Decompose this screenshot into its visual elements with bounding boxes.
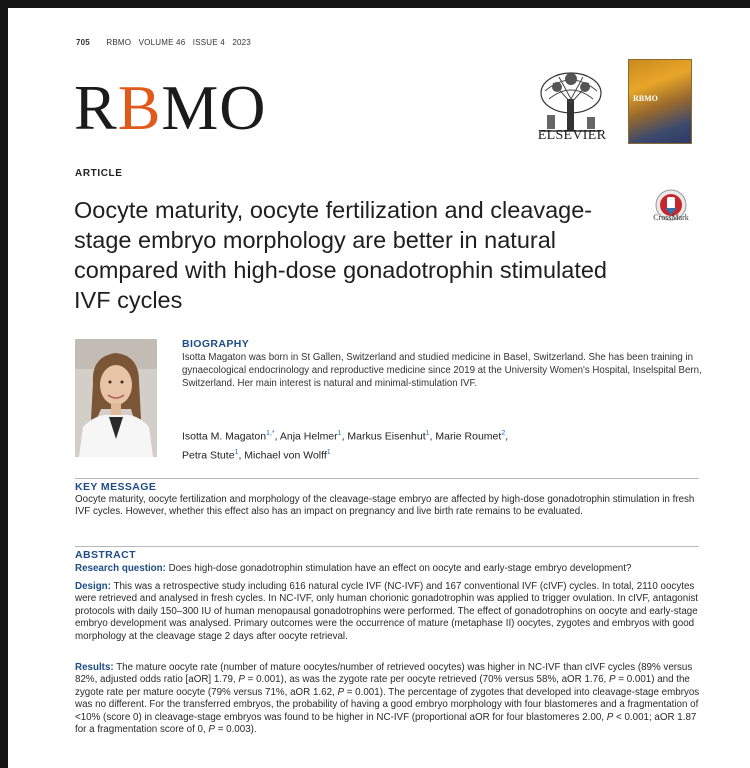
- research-question-text: Does high-dose gonadotrophin stimulation have an effect on oocyte and early-stage embryo development?: [168, 563, 632, 574]
- results-label: Results:: [75, 662, 114, 673]
- author-name: Anja Helmer: [279, 430, 338, 443]
- results-text: = 0.001). The percentage of zygotes that developed into cleavage-stage embryos was no different. For the transferred embryos, the probability of having a good embryo morphology with four blastomeres and a fragmentation of <10% (score 0) in cleavage-stage embryos was found to be higher in NC-IVF (proportional aOR for four blastomeres 2.00,: [75, 686, 700, 723]
- issue: ISSUE 4: [192, 38, 225, 47]
- author-photo: [75, 339, 157, 457]
- journal-cover-image: [628, 59, 692, 144]
- author-affiliation[interactable]: 1: [326, 448, 331, 456]
- design-text: This was a retrospective study including 616 natural cycle IVF (NC-IVF) and 167 conventional IVF (cIVF) cycles. In total, 2110 oocytes were retrieved and analysed in fresh cycles. In NC-IVF, only human chorionic gonadotrophin was applied to trigger ovulation. In cIVF, antagonist protocols with daily 150–300 IU of human menopausal gonadotrophins were performed. The effect of gonadotrophins on oocyte and early-stage embryo development was analysed. Primary outcomes were the occurrence of mature (metaphase II) oocytes, zygotes and embryos with good morphology at the cleavage stage 2 days after oocyte retrieval.: [75, 581, 698, 642]
- author-name: Markus Eisenhut: [347, 430, 426, 443]
- section-divider: [75, 546, 699, 547]
- article-title: Oocyte maturity, oocyte fertilization and cleavage-stage embryo morphology are better in natural compared with high-dose gonadotrophin stimulated IVF cycles: [74, 197, 607, 313]
- volume: VOLUME 46: [138, 38, 186, 47]
- author-affiliation[interactable]: 1,*: [266, 430, 275, 437]
- p-symbol: P: [337, 686, 345, 698]
- p-symbol: P: [606, 711, 614, 723]
- author-affiliation[interactable]: 1: [234, 448, 239, 456]
- author-affiliation[interactable]: 1: [337, 430, 342, 437]
- p-symbol: P: [608, 674, 616, 686]
- key-message-heading: KEY MESSAGE: [75, 481, 157, 493]
- author-name: Marie Roumet: [435, 430, 502, 443]
- author-affiliation[interactable]: 2: [501, 430, 506, 437]
- abstract-heading: ABSTRACT: [75, 549, 136, 561]
- crossmark-label[interactable]: CrossMark: [653, 213, 689, 222]
- crossmark-icon[interactable]: [654, 180, 688, 230]
- article-page: [8, 8, 750, 768]
- design-label: Design:: [75, 581, 111, 592]
- journal-abbrev: RBMO: [106, 38, 132, 47]
- research-question-label: Research question:: [75, 563, 166, 574]
- section-divider: [75, 478, 699, 479]
- results-text: = 0.001) and the zygote rate per mature oocyte (79% versus 71%, aOR 1.62,: [75, 674, 690, 698]
- cover-logo: RBMO: [633, 94, 658, 103]
- results-text: = 0.003).: [214, 724, 257, 736]
- p-symbol: P: [208, 724, 215, 736]
- journal-header: [76, 38, 251, 47]
- publisher-name: ELSEVIER: [537, 128, 607, 143]
- article-type-label: ARTICLE: [75, 168, 123, 179]
- author-name: Michael von Wolff: [244, 449, 327, 461]
- results-text: The mature oocyte rate (number of mature oocytes/number of retrieved oocytes) was higher in NC-IVF than cIVF cycles (89% versus 82%, adjusted odds ratio [aOR] 1.79,: [75, 662, 693, 686]
- author-affiliation[interactable]: 1: [425, 430, 430, 437]
- author-name: Petra Stute: [182, 449, 235, 461]
- design-paragraph: [75, 581, 701, 643]
- author-name: Isotta M. Magaton: [182, 430, 267, 443]
- page-number: 705: [76, 38, 90, 47]
- author-list: Isotta M. Magaton$^{1,*}$, Anja Helmer$^1$, Markus Eisenhut$^1$, Marie Roumet$^2$, Petra Stute$^1$, Michael von Wolff$^1$: [182, 430, 509, 461]
- results-text: = 0.001), as was the zygote rate per oocyte retrieved (70% versus 58%, aOR 1.76,: [244, 674, 609, 686]
- p-symbol: P: [238, 674, 245, 686]
- research-question: [75, 563, 701, 575]
- year: 2023: [232, 38, 251, 47]
- results-text: < 0.001; aOR 1.87 for a fragmentation score of 0,: [75, 711, 697, 736]
- biography-text: Isotta Magaton was born in St Gallen, Switzerland and studied medicine in Basel, Switzerland. She has been training in gynaecological endocrinology and reproductive medicine since 2019 at the University Women's Hospital, Inselspital Bern, Switzerland. Her main interest is natural and minimal-stimulation IVF.: [182, 352, 702, 389]
- key-message-text: Oocyte maturity, oocyte fertilization and morphology of the cleavage-stage embryo are affected by high-dose gonadotrophin stimulation in fresh IVF cycles. However, whether this effect also has an impact on pregnancy and live birth rate remains to be evaluated.: [75, 494, 695, 518]
- biography-heading: BIOGRAPHY: [182, 338, 250, 350]
- results-paragraph: [75, 662, 701, 736]
- rbmo-logo: RBMO: [74, 72, 267, 143]
